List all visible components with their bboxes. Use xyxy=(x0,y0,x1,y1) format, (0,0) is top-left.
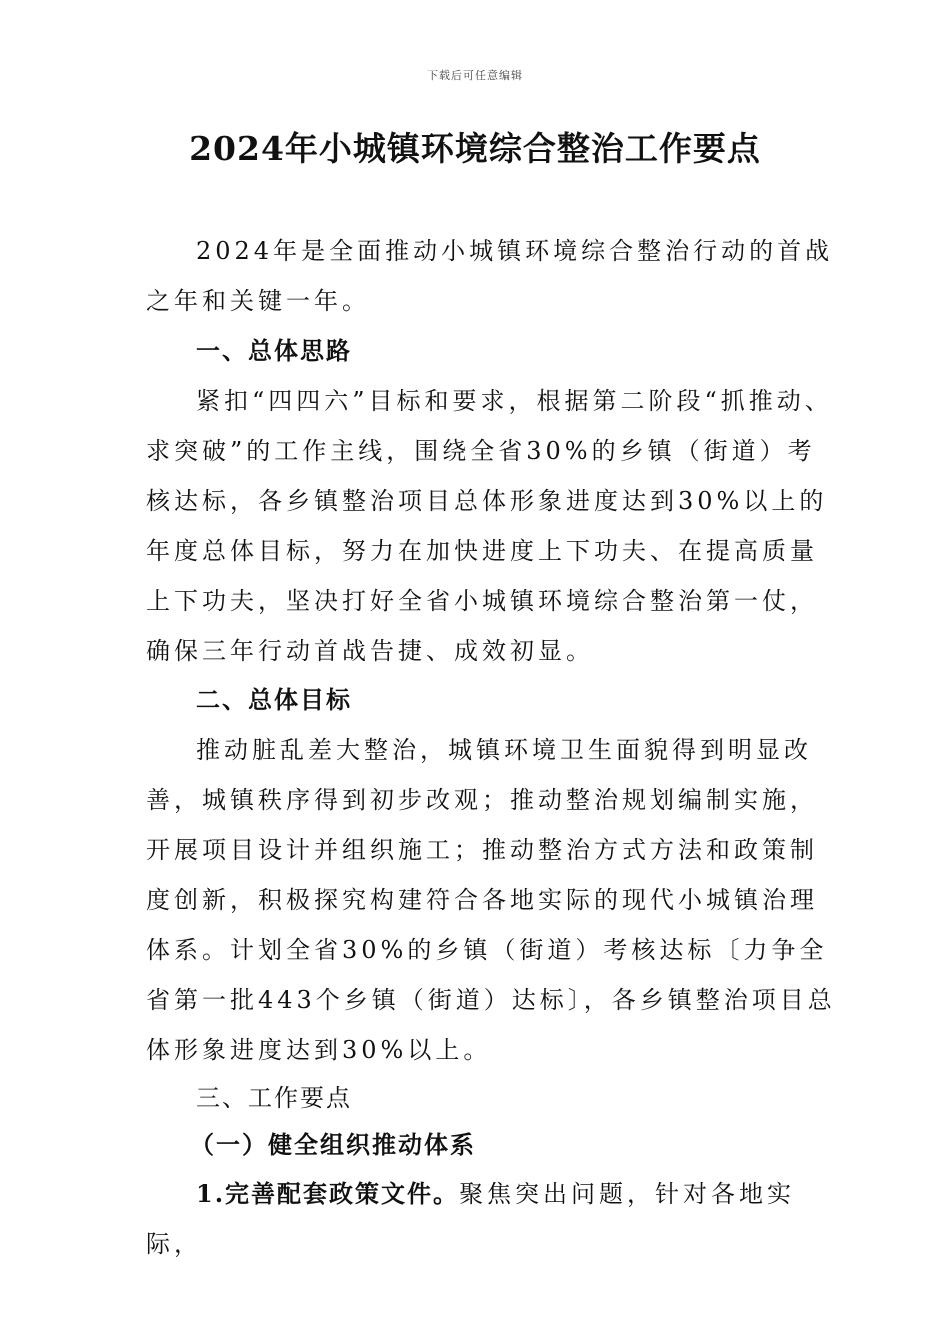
item-1-paragraph xyxy=(146,1169,836,1269)
item-1-text: 聚焦突出问题，针对各地实际， xyxy=(146,1180,796,1258)
page-header-note: 下载后可任意编辑 xyxy=(427,69,523,82)
section-1-paragraph: 紧扣“四四六”目标和要求，根据第二阶段“抓推动、求突破”的工作主线，围绕全省30%的乡镇（街道）考核达标，各乡镇整治项目总体形象进度达到30%以上的年度总体目标，努力在加快进度上下功夫、在提高质量上下功夫，坚决打好全省小城镇环境综合整治第一仗，确保三年行动首战告捷、成效初显。 xyxy=(146,387,833,665)
intro-paragraph: 2024年是全面推动小城镇环境综合整治行动的首战之年和关键一年。 xyxy=(146,237,834,315)
item-1-lead: 1.完善配套政策文件。 xyxy=(196,1179,460,1208)
section-2-paragraph: 推动脏乱差大整治，城镇环境卫生面貌得到明显改善，城镇秩序得到初步改观；推动整治规划编制实施，开展项目设计并组织施工；推动整治方式方法和政策制度创新，积极探究构建符合各地实际的现代小城镇治理体系。计划全省30%的乡镇（街道）考核达标〔力争全省第一批443个乡镇（街道）达标〕，各乡镇整治项目总体形象进度达到30%以上。 xyxy=(146,736,836,1064)
document-title: 2024年小城镇环境综合整治工作要点 xyxy=(189,129,761,168)
section-3-heading: 三、工作要点 xyxy=(196,1084,352,1112)
section-2-heading: 二、总体目标 xyxy=(196,685,352,714)
subsection-1-heading: （一）健全组织推动体系 xyxy=(190,1130,476,1159)
section-1-heading: 一、总体思路 xyxy=(196,336,352,365)
